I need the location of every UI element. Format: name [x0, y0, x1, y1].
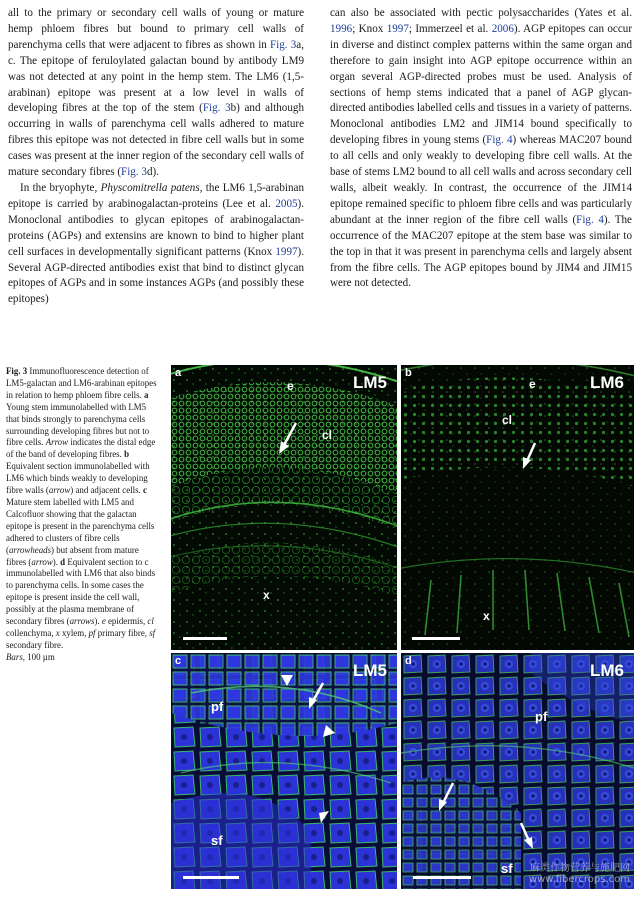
secondary-fibre-label: sf — [211, 833, 223, 848]
paragraph: all to the primary or secondary cell walls of young or mature hemp phloem fibres but bound to primary cell walls of parenchyma cells that were adjacent to fibres as shown in Fig. 3a, c. The epitope of feruloylated galactan bound by antibody LM9 was not detected at any point in the hemp stem. The LM6 (1,5-arabinan) epitope was present at a low level in walls of developing fibres at the top of the stem (Fig. 3b) and although occurring in walls of parenchyma cell walls adhered to mature fibres this epitope was not detected in fibre cell walls but in some cases was present at the inner region of the secondary cell walls of mature secondary fibres (Fig. 3d). — [8, 7, 304, 179]
panel-label: c — [175, 655, 182, 667]
micrograph-panel-c — [171, 653, 397, 889]
figure-link[interactable]: Fig. 3 — [121, 166, 147, 179]
figure-link[interactable]: Fig. 3 — [202, 102, 231, 115]
right-text-column — [330, 6, 632, 292]
epidermis-label: e — [287, 379, 294, 393]
antibody-label: LM6 — [590, 661, 624, 680]
xylem-label: x — [263, 588, 270, 602]
citation-link[interactable]: 1997 — [275, 245, 298, 258]
panel-label: d — [405, 655, 412, 667]
left-text-column — [8, 6, 304, 308]
micrograph-panel-b — [401, 365, 634, 650]
antibody-label: LM5 — [353, 373, 387, 392]
epidermis-label: e — [529, 377, 536, 391]
figure-link[interactable]: Fig. 3 — [270, 38, 297, 51]
citation-link[interactable]: 1996 — [330, 22, 353, 35]
scale-bar — [183, 637, 227, 640]
antibody-label: LM6 — [590, 373, 624, 392]
panel-label: a — [175, 367, 182, 379]
collenchyma-label: cl — [502, 413, 513, 427]
paragraph: In the bryophyte, Physcomitrella patens, the LM6 1,5-arabinan epitope is carried by arabinogalactan-proteins (Lee et al. 2005). Monoclonal antibodies to glycan epitopes of arabinogalactan-proteins (AGPs) and extensins are known to bind to higher plant cell surfaces in developmentally significant patterns (Knox 1997). Several AGP-directed antibodies exist that bind to distinct glycan epitopes of AGPs and in some instances AGPs (and possibly these epitopes) — [8, 181, 304, 306]
paragraph: can also be associated with pectic polysaccharides (Yates et al. 1996; Knox 1997; Immerzeel et al. 2006). AGP epitopes can occur in diverse and distinct complex patterns within the same organ and therefore to gain insight into AGP epitope occurrence within an organ several AGP-directed probes must be used. Analysis of sections of hemp stems indicated that a panel of AGP glycan-directed antibodies labelled cells and tissues in a variety of patterns. Monoclonal antibodies LM2 and JIM14 bound specifically to developing fibres in young stems (Fig. 4) whereas MAC207 bound to all cells and only weakly to developing fibre cell walls. At the base of stems LM2 bound to all cell walls and across secondary cell walls, albeit weakly. In contrast, the occurrence of the JIM14 epitope remained specific to phloem fibre cells and was particularly abundant at the inner region of the fibre cell walls (Fig. 4). The occurrence of the MAC207 epitope at the stem base was similar to the top in that it was present in parenchyma cells and largely absent from the fibre cells. The AGP epitopes bound by JIM4 and JIM15 were not detected. — [330, 7, 633, 290]
citation-link[interactable]: 2005 — [275, 197, 298, 210]
collenchyma-label: cl — [322, 428, 333, 442]
citation-link[interactable]: 1997 — [386, 22, 409, 35]
arrow-icon — [171, 365, 397, 650]
panel-label: b — [405, 367, 412, 379]
primary-fibre-label: pf — [535, 709, 548, 724]
xylem-label: x — [483, 609, 490, 623]
citation-link[interactable]: 2006 — [491, 22, 514, 35]
scale-bar — [413, 876, 471, 879]
watermark: 麻类作物营养与施肥网 www.fibercrops.com — [528, 863, 630, 885]
figure-link[interactable]: Fig. 4 — [486, 134, 513, 147]
antibody-label: LM5 — [353, 661, 387, 680]
figure-link[interactable]: Fig. 4 — [576, 213, 604, 226]
arrow-icon — [401, 653, 634, 889]
arrow-icon — [401, 365, 634, 650]
figure-number: Fig. 3 — [6, 366, 28, 376]
figure-caption: Fig. 3 Immunofluorescence detection of LM5-galactan and LM6-arabinan epitopes in relation to hemp phloem fibre cells. a Young stem immunolabelled with LM5 that binds strongly to parenchyma cells surrounding developing fibres but not to fibre cells. Arrow indicates the distal edge of the band of developing fibres. b Equivalent section immunolabelled with LM6 which binds weakly to developing fibre walls (arrow) and adjacent cells. c Mature stem labelled with LM5 and Calcofluor showing that the galactan epitope is present in the parenchyma cells adhered to clusters of fibre cells (arrowheads) but absent from mature fibres (arrow). d Equivalent section to c immunolabelled with LM6 that also binds to parenchyma cells. In some cases the epitope is present inside the cell wall, possibly at the plasma membrane of secondary fibres (arrows). e epidermis, cl collenchyma, x xylem, pf primary fibre, sf secondary fibre. Bars, 100 µm — [6, 366, 157, 662]
scale-bar — [183, 876, 239, 879]
micrograph-panel-d — [401, 653, 634, 889]
micrograph-panel-a — [171, 365, 397, 650]
arrowhead-icon — [171, 653, 397, 889]
primary-fibre-label: pf — [211, 699, 224, 714]
secondary-fibre-label: sf — [501, 861, 513, 876]
scale-bar — [412, 637, 460, 640]
